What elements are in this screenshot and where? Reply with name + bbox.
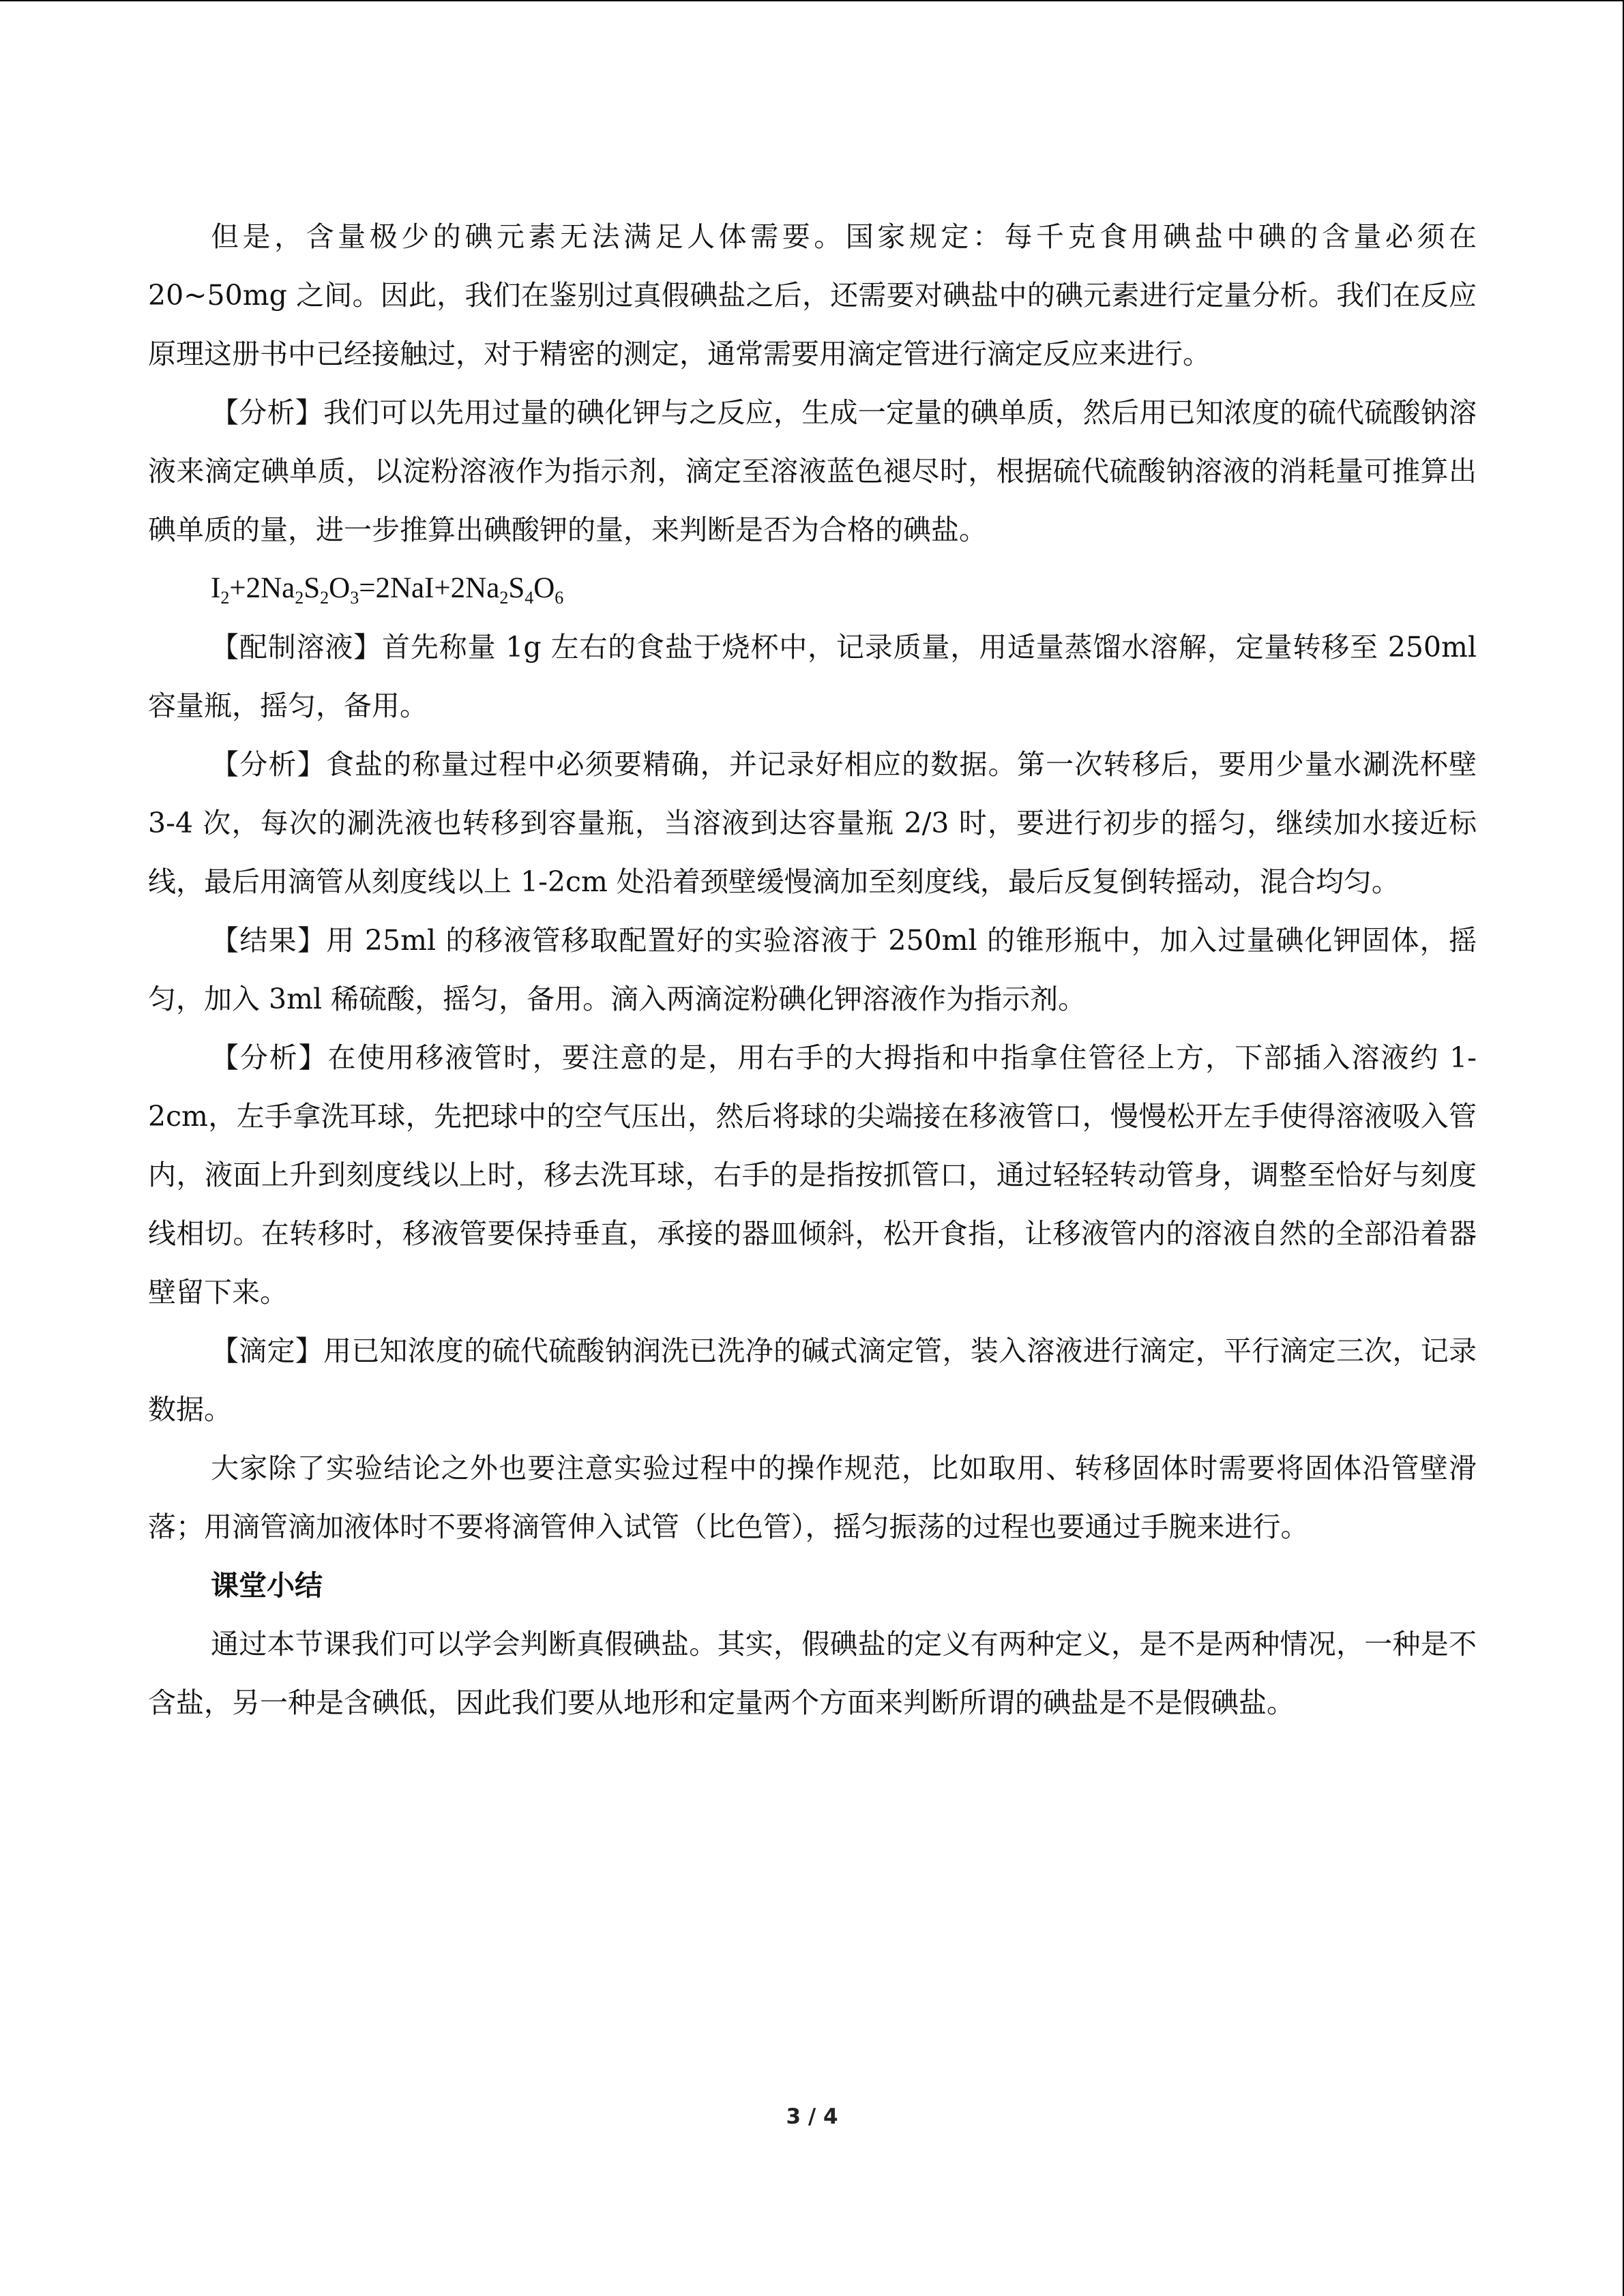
paragraph-text: 用 25ml 的移液管移取配置好的实验溶液于 250ml 的锥形瓶中，加入过量碘化钾固体，摇匀，加入 3ml 稀硫酸，摇匀，备用。滴入两滴淀粉碘化钾溶液作为指示剂。 <box>148 924 1477 1015</box>
section-tag: 【分析】 <box>211 748 326 781</box>
paragraph-analysis-2 <box>148 735 1477 911</box>
paragraph-text: 我们可以先用过量的碘化钾与之反应，生成一定量的碘单质，然后用已知浓度的硫代硫酸钠溶液来滴定碘单质，以淀粉溶液作为指示剂，滴定至溶液蓝色褪尽时，根据硫代硫酸钠溶液的消耗量可推算出碘单质的量，进一步推算出碘酸钾的量，来判断是否为合格的碘盐。 <box>148 396 1477 546</box>
paragraph-text: 但是，含量极少的碘元素无法满足人体需要。国家规定：每千克食用碘盐中碘的含量必须在 20~50mg 之间。因此，我们在鉴别过真假碘盐之后，还需要对碘盐中的碘元素进行定量分析。我们在反应原理这册书中已经接触过，对于精密的测定，通常需要用滴定管进行滴定反应来进行。 <box>148 220 1477 370</box>
paragraph-text: 通过本节课我们可以学会判断真假碘盐。其实，假碘盐的定义有两种定义，是不是两种情况，一种是不含盐，另一种是含碘低，因此我们要从地形和定量两个方面来判断所谓的碘盐是不是假碘盐。 <box>148 1628 1477 1719</box>
paragraph-summary <box>148 1615 1477 1732</box>
paragraph-prepare-solution <box>148 618 1477 735</box>
section-tag: 【结果】 <box>211 924 327 957</box>
paragraph-operation-notes <box>148 1439 1477 1556</box>
paragraph-analysis-3 <box>148 1028 1477 1322</box>
section-heading-summary: 课堂小结 <box>211 1569 323 1602</box>
paragraph-text: 食盐的称量过程中必须要精确，并记录好相应的数据。第一次转移后，要用少量水涮洗杯壁 3-4 次，每次的涮洗液也转移到容量瓶，当溶液到达容量瓶 2/3 时，要进行初步的摇匀，继续加水接近标线，最后用滴管从刻度线以上 1-2cm 处沿着颈壁缓慢滴加至刻度线，最后反复倒转摇动，混合均匀。 <box>148 748 1477 898</box>
paragraph-text: 首先称量 1g 左右的食盐于烧杯中，记录质量，用适量蒸馏水溶解，定量转移至 250ml 容量瓶，摇匀，备用。 <box>148 631 1477 722</box>
paragraph-analysis-1 <box>148 383 1477 559</box>
section-tag: 【分析】 <box>211 396 323 429</box>
reaction-equation: $I_2+2Na_2S_2O_3=2NaI+2Na_2S_4O_6$ <box>211 572 564 608</box>
document-body <box>148 207 1477 1732</box>
paragraph-text: 在使用移液管时，要注意的是，用右手的大拇指和中指拿住管径上方，下部插入溶液约 1-2cm，左手拿洗耳球，先把球中的空气压出，然后将球的尖端接在移液管口，慢慢松开左手使得溶液吸入管内，液面上升到刻度线以上时，移去洗耳球，右手的是指按抓管口，通过轻轻转动管身，调整至恰好与刻度线相切。在转移时，移液管要保持垂直，承接的器皿倾斜，松开食指，让移液管内的溶液自然的全部沿着器壁留下来。 <box>148 1041 1477 1309</box>
paragraph-text: 用已知浓度的硫代硫酸钠润洗已洗净的碱式滴定管，装入溶液进行滴定，平行滴定三次，记录数据。 <box>148 1335 1477 1426</box>
section-tag: 【分析】 <box>211 1041 328 1074</box>
page-number: 3 / 4 <box>786 2104 838 2129</box>
paragraph-iodine-requirement <box>148 207 1477 383</box>
section-tag: 【滴定】 <box>211 1335 323 1367</box>
section-tag: 【配制溶液】 <box>211 631 383 664</box>
paragraph-titration <box>148 1322 1477 1439</box>
paragraph-result <box>148 911 1477 1028</box>
paragraph-text: 大家除了实验结论之外也要注意实验过程中的操作规范，比如取用、转移固体时需要将固体沿管壁滑落；用滴管滴加液体时不要将滴管伸入试管（比色管），摇匀振荡的过程也要通过手腕来进行。 <box>148 1452 1477 1543</box>
